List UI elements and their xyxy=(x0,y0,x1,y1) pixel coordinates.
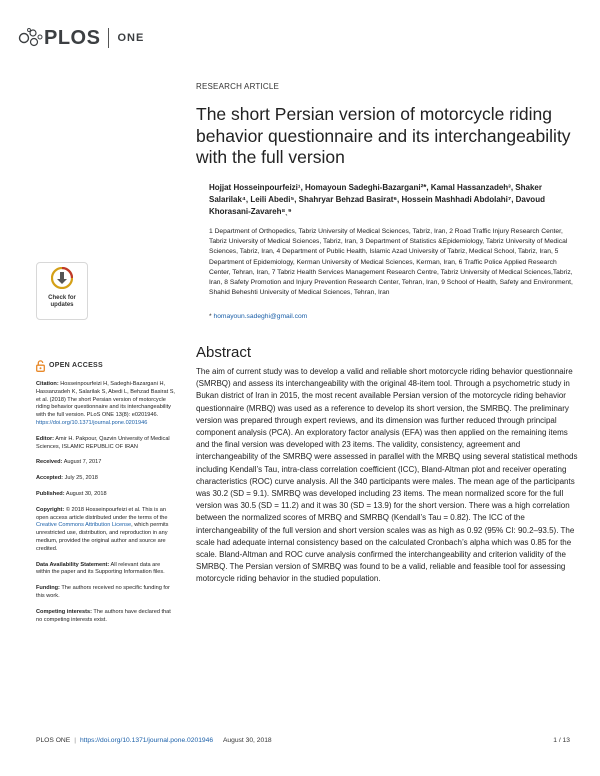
data-availability-block xyxy=(36,562,176,578)
article-type: RESEARCH ARTICLE xyxy=(196,82,280,91)
funding-text: The authors received no specific funding for this work. xyxy=(36,585,170,599)
article-title: The short Persian version of motorcycle riding behavior questionnaire and its interchangeability with the full version xyxy=(196,104,571,167)
footer-doi-link[interactable]: https://doi.org/10.1371/journal.pone.0201946 xyxy=(79,737,214,744)
journal-name: ONE xyxy=(117,32,145,44)
check-for-updates-icon xyxy=(51,267,73,289)
accepted-date: July 25, 2018 xyxy=(64,475,98,482)
editor-block xyxy=(36,436,176,452)
cc-license-link[interactable]: Creative Commons Attribution License xyxy=(36,522,132,529)
footer-date: August 30, 2018 xyxy=(222,737,272,744)
open-access-label: OPEN ACCESS xyxy=(49,362,103,370)
published-date: August 30, 2018 xyxy=(65,490,107,497)
footer-separator xyxy=(217,737,219,744)
corresponding-email-line xyxy=(209,313,307,320)
corresponding-email-link[interactable]: homayoun.sadeghi@gmail.com xyxy=(213,313,308,320)
competing-interests-block xyxy=(36,609,176,625)
competing-interests-text: The authors have declared that no competing interests exist. xyxy=(36,608,171,623)
funding-block xyxy=(36,585,176,601)
published-block xyxy=(36,491,176,499)
plos-bubble-icon xyxy=(18,27,44,49)
plos-logo[interactable] xyxy=(18,26,144,50)
data-availability-label: Data Availability Statement: xyxy=(36,561,110,568)
funding-label: Funding: xyxy=(36,585,60,592)
copyright-block xyxy=(36,507,176,554)
competing-interests-label: Competing interests: xyxy=(36,608,92,615)
editor-text: Amir H. Pakpour, Qazvin University of Medical Sciences, ISLAMIC REPUBLIC OF IRAN xyxy=(36,435,170,450)
footer-journal: PLOS ONE xyxy=(36,737,71,744)
check-for-updates-line2: updates xyxy=(50,302,74,308)
affiliations: 1 Department of Orthopedics, Tabriz University of Medical Sciences, Tabriz, Iran, 2 Road Traffic Injury Research Center, Tabriz University of Medical Sciences, Tabriz, Iran, 3 Department of Statistics &Epidemiology, Tabriz University of Medical Sciences, Tabriz, Iran, 4 Department of Public Health, Islamic Azad University of Tabriz, Medical School, Tabriz, Iran, 5 Department of Epidemiology, Kerman University of Medical Sciences, Kerman, Iran, 6 Traffic Police Applied Research Center, Tehran, Iran, 7 Tabriz Health Services Management Research Centre, Tabriz University of Medical Sciences,Tabriz, Iran, 8 Safety Promotion and Injury Prevention Research Center, Tehran, Iran, 9 School of Health, Safety and Environment, Shahid Beheshti University of Medical Sciences, Tehran, Iran xyxy=(209,228,573,297)
citation-doi-link[interactable]: https://doi.org/10.1371/journal.pone.0201946 xyxy=(36,419,148,426)
editor-label: Editor: xyxy=(36,435,55,442)
received-block xyxy=(36,459,176,467)
citation-block xyxy=(36,381,176,428)
open-lock-icon xyxy=(36,360,45,372)
logo-divider xyxy=(108,28,109,48)
accepted-block xyxy=(36,475,176,483)
citation-text: Hosseinpourfeizi H, Sadeghi-Bazargani H, Hassanzadeh K, Salarilak S, Abedi L, Behzad Basirat S, et al. (2018) The short Persian version of motorcycle riding behavior questionnaire and its interchangeability with the full version. PLoS ONE 13(8): e0201946. xyxy=(36,381,175,419)
article-info-sidebar xyxy=(36,360,176,632)
published-label: Published: xyxy=(36,490,65,497)
received-label: Received: xyxy=(36,459,63,466)
footer-separator: | xyxy=(74,737,76,744)
data-availability-text: All relevant data are within the paper and its Supporting Information files. xyxy=(36,561,165,576)
plos-logo-mark xyxy=(18,27,100,50)
page-footer xyxy=(36,737,570,744)
copyright-label: Copyright: xyxy=(36,506,65,513)
corresponding-asterisk: * xyxy=(209,313,214,320)
author-list: Hojjat Hosseinpourfeizi¹, Homayoun Sadeghi-Bazargani²*, Kamal Hassanzadeh³, Shaker Salarilak⁴, Leili Abedi⁵, Shahryar Behzad Basirat⁶, Hossein Mashhadi Abdolahi⁷, Davoud Khorasani-Zavareh⁸ˎ⁹ xyxy=(209,183,545,216)
open-access-badge[interactable] xyxy=(36,360,176,372)
citation-label: Citation: xyxy=(36,381,59,387)
received-date: August 7, 2017 xyxy=(63,459,102,466)
page-number: 1 / 13 xyxy=(553,737,570,744)
check-for-updates-line1: Check for xyxy=(48,295,76,301)
plos-logo-text: PLOS xyxy=(44,26,101,49)
copyright-text-2: , which permits unrestricted use, distribution, and reproduction in any medium, provided the original author and source are credited. xyxy=(36,522,169,552)
accepted-label: Accepted: xyxy=(36,475,64,482)
abstract-body: The aim of current study was to develop a valid and reliable short motorcycle riding behavior questionnaire (SMRBQ) and assess its interchangeability with the original 48-item tool. Through a psychometric study in Bukan district of Iran in 2015, the most recent available Persian version of the motorcycle riding behavior questionnaire (MRBQ) was used as a reference to develop its short version, the SMRBQ. The preliminary version was prepared through expert reviews, and its dimension was further reduced through principal component analysis (PCA). An exploratory factor analysis (EFA) was then applied on the remaining items and the final version was developed with 23 items. The validity, consistency, agreement and interchangeability of the SMRBQ were assessed in parallel with the MRBQ using several statistical methods including Kendall’s Tau, intra-class correlation coefficient (ICC), Bland-Altman plot and receiver operating characteristics (ROC) curve analysis. All the 340 participants were males. The mean age of the participants was 30.2 (SD = 9.1). SMRBQ was developed including 23 items. The mean normalized score for the full version was 30.5 (SD = 11.2) and it was 30 (SD = 13.9) for the short version. There was a high correlation between the normalized scores of MRBQ and SMRBQ (Kendall’s Tau = 0.82). The ICC of the interchangeability of the full version and short version scales was as high as 0.92 (95% CI: 90.2–93.5). The scale had adequate internal consistency based on the calculated Cronbach’s alpha which was 0.85 for the scale. Bland-Altman and ROC curve analysis confirmed the interchangeability and criterion validity of the SMRBQ. The Persian version of SMRBQ was found to be a valid, reliable and feasible tool for assessing motorcycle riding behavior in the studied population. xyxy=(196,367,578,584)
check-for-updates-badge[interactable] xyxy=(36,262,88,320)
copyright-text-1: © 2018 Hosseinpourfeizi et al. This is an open access article distributed under the terms of the xyxy=(36,506,168,521)
abstract-heading: Abstract xyxy=(196,344,252,361)
